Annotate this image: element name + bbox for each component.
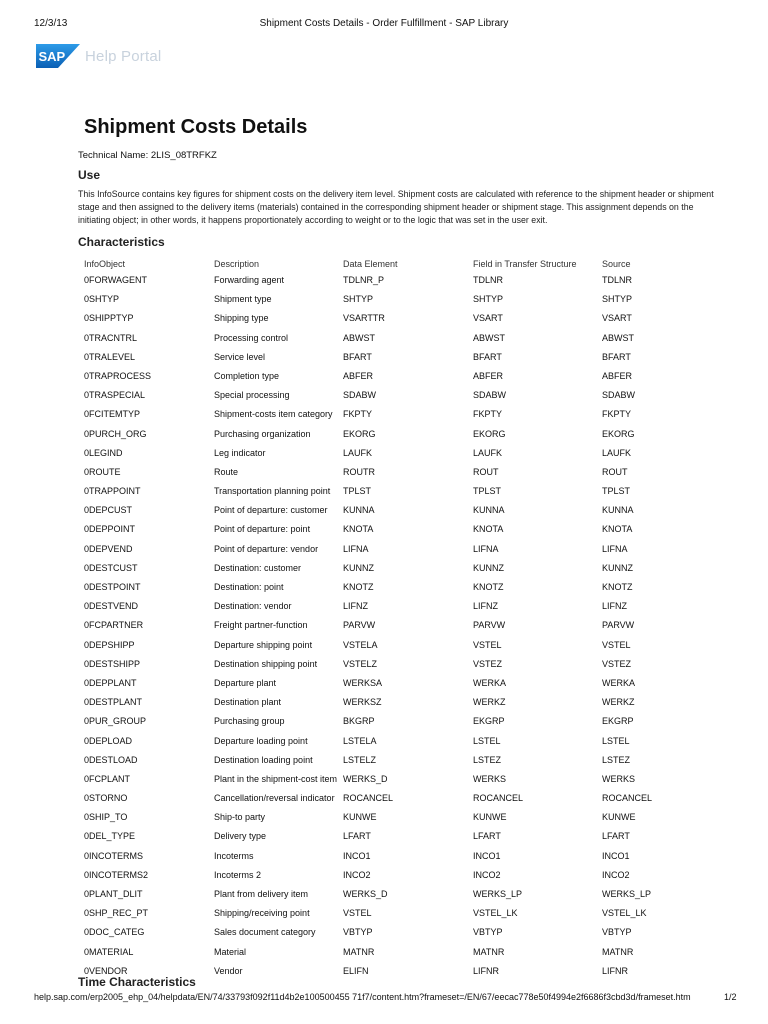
cell-infoobject: 0DEPPLANT	[84, 677, 137, 688]
cell-data-element: PARVW	[343, 620, 376, 631]
cell-data-element: VBTYP	[343, 927, 373, 938]
cell-description: Point of departure: point	[214, 524, 311, 535]
cell-source: ROCANCEL	[602, 793, 653, 804]
cell-infoobject: 0SHIPPTYP	[84, 313, 134, 324]
cell-infoobject: 0DOC_CATEG	[84, 927, 145, 938]
help-portal-label: Help Portal	[85, 48, 162, 65]
cell-description: Destination: customer	[214, 562, 302, 573]
cell-source: BFART	[602, 351, 631, 362]
cell-source: VSTEL_LK	[602, 908, 647, 919]
cell-infoobject: 0INCOTERMS	[84, 850, 144, 861]
cell-source: SHTYP	[602, 294, 633, 305]
cell-transfer-field: LIFNR	[473, 965, 500, 976]
cell-description: Freight partner-function	[214, 620, 308, 631]
page-title: Shipment Costs Details	[84, 116, 308, 138]
cell-description: Shipment type	[214, 294, 272, 305]
table-row	[80, 734, 720, 753]
cell-description: Material	[214, 946, 247, 957]
cell-infoobject: 0DESTPLANT	[84, 697, 143, 708]
cell-description: Destination: point	[214, 582, 284, 592]
table-row	[80, 868, 720, 887]
cell-transfer-field: TPLST	[473, 486, 502, 497]
cell-infoobject: 0SHTYP	[84, 294, 120, 305]
cell-infoobject: 0PURCH_ORG	[84, 428, 147, 439]
cell-data-element: SDABW	[343, 390, 377, 401]
cell-infoobject: 0DESTSHIPP	[84, 658, 141, 669]
cell-transfer-field: SHTYP	[473, 294, 504, 305]
cell-infoobject: 0DEPLOAD	[84, 735, 133, 746]
cell-transfer-field: LSTEL	[473, 735, 501, 746]
cell-infoobject: 0FCPLANT	[84, 773, 131, 784]
cell-data-element: ABFER	[343, 370, 374, 381]
cell-description: Processing control	[214, 332, 289, 343]
cell-source: PARVW	[602, 620, 635, 631]
cell-infoobject: 0TRAPROCESS	[84, 370, 152, 381]
cell-source: WERKZ	[602, 697, 635, 708]
cell-source: ABFER	[602, 370, 633, 381]
header-source: Source	[602, 259, 631, 269]
cell-source: LSTEL	[602, 735, 630, 746]
page-number: 1/2	[724, 992, 737, 1002]
cell-description: Departure plant	[214, 677, 277, 688]
table-body	[80, 273, 720, 983]
cell-transfer-field: ROCANCEL	[473, 793, 524, 804]
cell-data-element: INCO1	[343, 850, 371, 861]
cell-description: Departure shipping point	[214, 639, 313, 650]
cell-description: Completion type	[214, 370, 280, 381]
cell-description: Shipment-costs item category	[214, 409, 333, 420]
cell-data-element: LAUFK	[343, 447, 373, 458]
cell-transfer-field: KUNWE	[473, 812, 507, 823]
characteristics-heading: Characteristics	[78, 235, 165, 249]
cell-infoobject: 0TRACNTRL	[84, 332, 138, 343]
table-row	[80, 925, 720, 944]
cell-source: ABWST	[602, 332, 635, 343]
cell-source: FKPTY	[602, 409, 632, 420]
cell-infoobject: 0LEGIND	[84, 447, 123, 458]
cell-source: TPLST	[602, 486, 631, 497]
cell-source: LIFNZ	[602, 601, 628, 612]
cell-description: Special processing	[214, 390, 290, 401]
cell-data-element: KNOTZ	[343, 582, 374, 592]
cell-description: Destination loading point	[214, 754, 313, 765]
use-heading: Use	[78, 168, 101, 182]
cell-source: KUNNA	[602, 505, 634, 516]
cell-data-element: KUNWE	[343, 812, 377, 823]
cell-data-element: LFART	[343, 831, 371, 842]
cell-infoobject: 0TRALEVEL	[84, 351, 136, 362]
cell-description: Route	[214, 466, 239, 477]
table-row	[80, 618, 720, 637]
cell-transfer-field: MATNR	[473, 946, 505, 957]
cell-description: Shipping/receiving point	[214, 908, 310, 919]
table-row	[80, 753, 720, 772]
cell-transfer-field: KUNNA	[473, 505, 505, 516]
table-row	[80, 599, 720, 618]
cell-transfer-field: SDABW	[473, 390, 507, 401]
cell-data-element: INCO2	[343, 869, 371, 880]
header-data-element: Data Element	[343, 259, 398, 269]
cell-data-element: WERKSZ	[343, 697, 382, 708]
table-header-row	[80, 256, 720, 273]
cell-transfer-field: INCO2	[473, 869, 501, 880]
cell-source: KUNNZ	[602, 562, 633, 573]
print-header	[0, 18, 768, 32]
cell-source: ROUT	[602, 466, 628, 477]
cell-data-element: LSTELZ	[343, 754, 377, 765]
table-row	[80, 791, 720, 810]
cell-infoobject: 0ROUTE	[84, 466, 121, 477]
cell-description: Destination shipping point	[214, 658, 318, 669]
table-row	[80, 561, 720, 580]
table-row	[80, 829, 720, 848]
cell-description: Incoterms 2	[214, 869, 262, 880]
cell-source: SDABW	[602, 390, 636, 401]
footer-url: help.sap.com/erp2005_ehp_04/helpdata/EN/74/33793f092f11d4b2e100500455 71f7/content.htm?frameset=/EN/67/eecac778e50f4994e2f6686f3cbd3d/frameset.htm	[34, 992, 691, 1002]
cell-infoobject: 0TRASPECIAL	[84, 390, 146, 401]
table-row	[80, 446, 720, 465]
cell-source: EKORG	[602, 428, 635, 439]
cell-data-element: VSTEL	[343, 908, 372, 919]
cell-data-element: LSTELA	[343, 735, 377, 746]
cell-source: INCO1	[602, 850, 630, 861]
table-row	[80, 945, 720, 964]
cell-data-element: VSTELA	[343, 639, 378, 650]
cell-transfer-field: KUNNZ	[473, 562, 504, 573]
cell-source: VSTEZ	[602, 658, 632, 669]
table-row	[80, 273, 720, 292]
cell-transfer-field: KNOTA	[473, 524, 504, 535]
cell-data-element: WERKS_D	[343, 889, 388, 899]
cell-transfer-field: VSART	[473, 313, 503, 324]
cell-data-element: VSARTTR	[343, 313, 385, 324]
cell-transfer-field: EKGRP	[473, 716, 505, 727]
cell-description: Delivery type	[214, 831, 267, 842]
cell-transfer-field: VSTEZ	[473, 658, 503, 669]
header-description: Description	[214, 259, 260, 269]
cell-infoobject: 0DESTLOAD	[84, 754, 138, 765]
time-characteristics-heading: Time Characteristics	[78, 975, 196, 989]
cell-data-element: FKPTY	[343, 409, 373, 420]
cell-infoobject: 0DESTVEND	[84, 601, 139, 612]
cell-transfer-field: VBTYP	[473, 927, 503, 938]
cell-transfer-field: LSTEZ	[473, 754, 502, 765]
cell-data-element: ABWST	[343, 332, 376, 343]
cell-description: Destination plant	[214, 697, 282, 708]
cell-data-element: ROCANCEL	[343, 793, 394, 804]
cell-transfer-field: LIFNA	[473, 543, 499, 554]
cell-infoobject: 0TRAPPOINT	[84, 486, 141, 497]
table-row	[80, 484, 720, 503]
cell-transfer-field: ABWST	[473, 332, 506, 343]
cell-data-element: BKGRP	[343, 716, 375, 727]
table-row	[80, 906, 720, 925]
cell-description: Shipping type	[214, 313, 269, 324]
table-row	[80, 676, 720, 695]
use-description: This InfoSource contains key figures for shipment costs on the delivery item level. Shipment costs are calculated with reference to the shipment header or shipment stage and then assigned to the delivery items (materials) contained in the corresponding shipment header or shipment stage. This assignment depends on the initiating object; in other words, it happens proportionately according to weight or to the logic that was set in the user exit.	[78, 189, 714, 225]
cell-transfer-field: FKPTY	[473, 409, 503, 420]
cell-data-element: SHTYP	[343, 294, 374, 305]
cell-transfer-field: ABFER	[473, 370, 504, 381]
cell-infoobject: 0PUR_GROUP	[84, 716, 147, 727]
cell-transfer-field: KNOTZ	[473, 582, 504, 592]
cell-description: Purchasing group	[214, 716, 285, 727]
cell-data-element: LIFNZ	[343, 601, 369, 612]
cell-infoobject: 0DESTPOINT	[84, 582, 141, 592]
table-row	[80, 522, 720, 541]
characteristics-table	[80, 256, 720, 983]
cell-transfer-field: EKORG	[473, 428, 506, 439]
cell-source: LIFNA	[602, 543, 628, 554]
cell-source: WERKS	[602, 773, 636, 784]
cell-transfer-field: WERKZ	[473, 697, 506, 708]
cell-source: KUNWE	[602, 812, 636, 823]
table-row	[80, 849, 720, 868]
table-row	[80, 542, 720, 561]
cell-data-element: TDLNR_P	[343, 275, 385, 285]
print-title: Shipment Costs Details - Order Fulfillment - SAP Library	[259, 18, 509, 29]
table-row	[80, 580, 720, 599]
cell-infoobject: 0DEPSHIPP	[84, 639, 135, 650]
table-row	[80, 714, 720, 733]
cell-data-element: ROUTR	[343, 466, 375, 477]
cell-source: INCO2	[602, 869, 630, 880]
cell-infoobject: 0DEPPOINT	[84, 524, 136, 535]
print-date: 12/3/13	[34, 18, 68, 29]
cell-description: Forwarding agent	[214, 275, 285, 285]
cell-description: Plant from delivery item	[214, 889, 309, 899]
cell-infoobject: 0DEPCUST	[84, 505, 133, 516]
cell-description: Vendor	[214, 965, 243, 976]
table-row	[80, 331, 720, 350]
cell-source: EKGRP	[602, 716, 634, 727]
cell-transfer-field: LFART	[473, 831, 501, 842]
cell-transfer-field: WERKA	[473, 677, 507, 688]
sap-logo-text: SAP	[38, 49, 66, 64]
cell-description: Sales document category	[214, 927, 316, 938]
cell-description: Leg indicator	[214, 447, 266, 458]
cell-source: MATNR	[602, 946, 634, 957]
cell-data-element: BFART	[343, 351, 372, 362]
cell-data-element: MATNR	[343, 946, 375, 957]
technical-name: Technical Name: 2LIS_08TRFKZ	[78, 150, 217, 161]
cell-description: Incoterms	[214, 850, 254, 861]
sap-logo-icon	[36, 44, 80, 68]
cell-infoobject: 0STORNO	[84, 793, 128, 804]
cell-description: Departure loading point	[214, 735, 308, 746]
table-row	[80, 695, 720, 714]
cell-infoobject: 0SHP_REC_PT	[84, 908, 149, 919]
cell-infoobject: 0SHIP_TO	[84, 812, 128, 823]
header-infoobject: InfoObject	[84, 259, 126, 269]
cell-transfer-field: WERKS_LP	[473, 889, 523, 899]
table-row	[80, 350, 720, 369]
cell-infoobject: 0FCITEMTYP	[84, 409, 141, 420]
cell-source: VSART	[602, 313, 632, 324]
cell-source: VSTEL	[602, 639, 631, 650]
cell-transfer-field: ROUT	[473, 466, 499, 477]
cell-data-element: ELIFN	[343, 965, 369, 976]
cell-source: KNOTA	[602, 524, 633, 535]
cell-data-element: KUNNZ	[343, 562, 374, 573]
cell-description: Cancellation/reversal indicator	[214, 793, 335, 804]
cell-infoobject: 0FCPARTNER	[84, 620, 144, 631]
table-row	[80, 772, 720, 791]
cell-description: Ship-to party	[214, 812, 266, 823]
cell-transfer-field: BFART	[473, 351, 502, 362]
table-row	[80, 292, 720, 311]
cell-infoobject: 0INCOTERMS2	[84, 869, 149, 880]
cell-source: LFART	[602, 831, 630, 842]
cell-source: LIFNR	[602, 965, 629, 976]
cell-transfer-field: VSTEL	[473, 639, 502, 650]
cell-data-element: KUNNA	[343, 505, 375, 516]
table-row	[80, 388, 720, 407]
cell-transfer-field: LAUFK	[473, 447, 503, 458]
cell-description: Point of departure: vendor	[214, 543, 319, 554]
cell-transfer-field: PARVW	[473, 620, 506, 631]
table-row	[80, 465, 720, 484]
cell-transfer-field: LIFNZ	[473, 601, 499, 612]
cell-transfer-field: WERKS	[473, 773, 507, 784]
cell-infoobject: 0DEPVEND	[84, 543, 133, 554]
cell-source: VBTYP	[602, 927, 632, 938]
cell-data-element: LIFNA	[343, 543, 369, 554]
cell-source: LAUFK	[602, 447, 632, 458]
cell-source: KNOTZ	[602, 582, 633, 592]
cell-source: WERKA	[602, 677, 636, 688]
table-row	[80, 311, 720, 330]
cell-data-element: KNOTA	[343, 524, 374, 535]
cell-infoobject: 0DESTCUST	[84, 562, 138, 573]
table-row	[80, 369, 720, 388]
cell-description: Destination: vendor	[214, 601, 292, 612]
cell-transfer-field: INCO1	[473, 850, 501, 861]
cell-transfer-field: TDLNR	[473, 275, 504, 285]
cell-source: LSTEZ	[602, 754, 631, 765]
cell-data-element: WERKS_D	[343, 773, 388, 784]
table-row	[80, 638, 720, 657]
table-row	[80, 407, 720, 426]
cell-infoobject: 0DEL_TYPE	[84, 831, 136, 842]
cell-source: WERKS_LP	[602, 889, 652, 899]
cell-source: TDLNR	[602, 275, 633, 285]
header-transfer-field: Field in Transfer Structure	[473, 259, 577, 269]
cell-description: Point of departure: customer	[214, 505, 328, 516]
cell-infoobject: 0PLANT_DLIT	[84, 889, 143, 899]
cell-description: Transportation planning point	[214, 486, 331, 497]
cell-infoobject: 0MATERIAL	[84, 946, 134, 957]
table-row	[80, 887, 720, 906]
cell-data-element: VSTELZ	[343, 658, 378, 669]
table-row	[80, 503, 720, 522]
cell-description: Purchasing organization	[214, 428, 311, 439]
cell-description: Plant in the shipment-cost item	[214, 773, 338, 784]
table-row	[80, 427, 720, 446]
cell-data-element: WERKSA	[343, 677, 383, 688]
cell-transfer-field: VSTEL_LK	[473, 908, 518, 919]
cell-infoobject: 0FORWAGENT	[84, 275, 148, 285]
cell-data-element: TPLST	[343, 486, 372, 497]
cell-description: Service level	[214, 351, 266, 362]
cell-data-element: EKORG	[343, 428, 376, 439]
table-row	[80, 810, 720, 829]
table-row	[80, 657, 720, 676]
cell-infoobject: 0VENDOR	[84, 965, 128, 976]
